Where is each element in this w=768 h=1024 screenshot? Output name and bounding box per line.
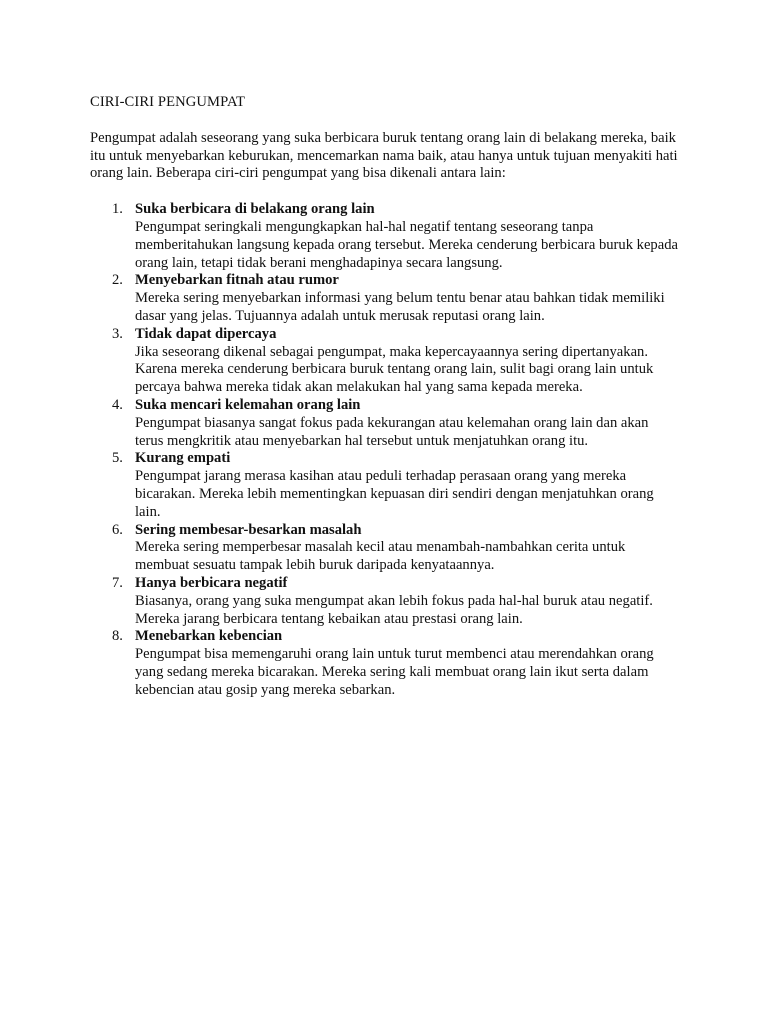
item-number: 3. xyxy=(112,325,123,342)
item-number: 1. xyxy=(112,201,123,218)
item-body: Pengumpat bisa memengaruhi orang lain untuk turut membenci atau merendahkan orang yang sedang mereka bicarakan. Mereka sering kali membuat orang lain ikut serta dalam kebencian atau gosip yang mereka sebarkan. xyxy=(135,646,654,698)
item-heading: Hanya berbicara negatif xyxy=(135,574,288,591)
list-item xyxy=(90,397,680,450)
item-heading: Menyebarkan fitnah atau rumor xyxy=(135,272,339,289)
document-title: CIRI-CIRI PENGUMPAT xyxy=(90,94,246,110)
item-body: Jika seseorang dikenal sebagai pengumpat, maka kepercayaannya sering dipertanyakan. Karena mereka cenderung berbicara buruk tentang orang lain, sulit bagi orang lain untuk percaya bahwa mereka tidak akan melakukan hal yang sama kepada mereka. xyxy=(135,343,654,396)
list-item xyxy=(90,201,680,272)
item-heading: Sering membesar-besarkan masalah xyxy=(135,521,362,538)
list-item xyxy=(90,326,680,397)
item-number: 4. xyxy=(112,396,123,413)
item-number: 2. xyxy=(112,272,123,289)
item-body: Mereka sering memperbesar masalah kecil atau menambah-nambahkan cerita untuk membuat sesuatu tampak lebih buruk daripada kenyataannya. xyxy=(135,539,626,574)
item-heading: Menebarkan kebencian xyxy=(135,628,283,645)
item-number: 8. xyxy=(112,628,123,645)
item-heading: Tidak dapat dipercaya xyxy=(135,325,277,342)
list-item xyxy=(90,450,680,521)
item-body: Pengumpat seringkali mengungkapkan hal-hal negatif tentang seseorang tanpa memberitahukan langsung kepada orang tersebut. Mereka cenderung berbicara buruk kepada orang lain, tetapi tidak berani menghadapinya secara langsung. xyxy=(135,218,678,271)
item-body: Biasanya, orang yang suka mengumpat akan lebih fokus pada hal-hal buruk atau negatif. Mereka jarang berbicara tentang kebaikan atau prestasi orang lain. xyxy=(135,592,653,627)
item-body: Pengumpat biasanya sangat fokus pada kekurangan atau kelemahan orang lain dan akan terus mengkritik atau menyebarkan hal tersebut untuk menjatuhkan orang itu. xyxy=(135,414,649,449)
item-number: 6. xyxy=(112,521,123,538)
item-heading: Suka mencari kelemahan orang lain xyxy=(135,396,361,413)
list-item xyxy=(90,575,680,628)
item-body: Mereka sering menyebarkan informasi yang belum tentu benar atau bahkan tidak memiliki dasar yang jelas. Tujuannya adalah untuk merusak reputasi orang lain. xyxy=(135,290,665,324)
characteristics-list xyxy=(90,201,680,699)
intro-paragraph: Pengumpat adalah seseorang yang suka berbicara buruk tentang orang lain di belakang mereka, baik itu untuk menyebarkan keburukan, mencemarkan nama baik, atau hanya untuk tujuan menyakiti hati orang lain. Beberapa ciri-ciri pengumpat yang bisa dikenali antara lain: xyxy=(90,129,678,182)
item-body: Pengumpat jarang merasa kasihan atau peduli terhadap perasaan orang yang mereka bicarakan. Mereka lebih mementingkan kepuasan diri sendiri dengan menjatuhkan orang lain. xyxy=(135,468,654,520)
document-page xyxy=(90,94,680,700)
list-item xyxy=(90,522,680,575)
list-item xyxy=(90,628,680,699)
item-number: 7. xyxy=(112,574,123,591)
item-heading: Kurang empati xyxy=(135,450,231,467)
item-heading: Suka berbicara di belakang orang lain xyxy=(135,201,375,218)
item-number: 5. xyxy=(112,450,123,467)
list-item xyxy=(90,272,680,325)
